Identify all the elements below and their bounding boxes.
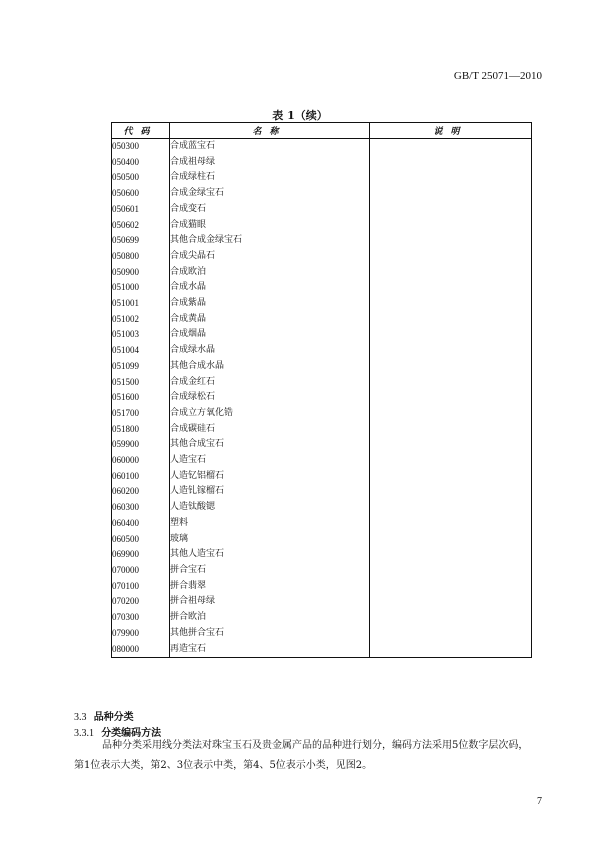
row-code: 060500 <box>112 532 170 548</box>
section-title: 品种分类 <box>93 712 134 723</box>
table-row <box>112 312 532 328</box>
row-code: 050900 <box>112 265 170 281</box>
table-row <box>112 218 532 234</box>
row-name: 合成祖母绿 <box>170 155 370 171</box>
row-name: 拼合翡翠 <box>170 579 370 595</box>
standard-code: GB/T 25071—2010 <box>453 70 542 82</box>
row-name: 塑料 <box>170 516 370 532</box>
row-note <box>370 155 532 171</box>
table-row <box>112 202 532 218</box>
row-code: 051002 <box>112 312 170 328</box>
table-row <box>112 170 532 186</box>
row-name: 其他人造宝石 <box>170 547 370 563</box>
row-name: 合成烟晶 <box>170 327 370 343</box>
row-code: 070200 <box>112 594 170 610</box>
row-note <box>370 422 532 438</box>
row-note <box>370 547 532 563</box>
row-note <box>370 202 532 218</box>
row-name: 其他合成宝石 <box>170 437 370 453</box>
row-name: 合成蓝宝石 <box>170 139 370 155</box>
table-row <box>112 469 532 485</box>
table-row <box>112 280 532 296</box>
row-note <box>370 359 532 375</box>
row-note <box>370 563 532 579</box>
row-note <box>370 626 532 642</box>
row-code: 050800 <box>112 249 170 265</box>
row-code: 051500 <box>112 375 170 391</box>
row-name: 再造宝石 <box>170 642 370 658</box>
section-number: 3.3.1 <box>74 728 94 739</box>
table-row <box>112 532 532 548</box>
page-number: 7 <box>537 796 542 807</box>
row-name: 合成绿水晶 <box>170 343 370 359</box>
table-row <box>112 579 532 595</box>
table-row <box>112 594 532 610</box>
row-name: 合成绿松石 <box>170 390 370 406</box>
row-name: 合成绿柱石 <box>170 170 370 186</box>
row-code: 051700 <box>112 406 170 422</box>
row-note <box>370 516 532 532</box>
row-name: 拼合宝石 <box>170 563 370 579</box>
row-code: 051600 <box>112 390 170 406</box>
row-note <box>370 594 532 610</box>
row-name: 合成立方氧化锆 <box>170 406 370 422</box>
row-code: 050300 <box>112 139 170 155</box>
table-row <box>112 563 532 579</box>
header-code: 代码 <box>112 123 170 139</box>
row-note <box>370 343 532 359</box>
table-row <box>112 343 532 359</box>
row-note <box>370 265 532 281</box>
row-note <box>370 406 532 422</box>
row-code: 069900 <box>112 547 170 563</box>
row-note <box>370 186 532 202</box>
table-row <box>112 296 532 312</box>
row-code: 050699 <box>112 233 170 249</box>
row-code: 060300 <box>112 500 170 516</box>
paragraph-line-1: 品种分类采用线分类法对珠宝玉石及贵金属产品的品种进行划分，编码方法采用5位数字层次码， <box>102 740 529 751</box>
row-code: 050400 <box>112 155 170 171</box>
row-code: 060200 <box>112 484 170 500</box>
row-note <box>370 139 532 155</box>
row-name: 其他合成水晶 <box>170 359 370 375</box>
table-row <box>112 359 532 375</box>
row-code: 051800 <box>112 422 170 438</box>
table-row <box>112 327 532 343</box>
section-number: 3.3 <box>74 712 87 723</box>
table-row <box>112 390 532 406</box>
row-code: 059900 <box>112 437 170 453</box>
table-row <box>112 610 532 626</box>
row-name: 合成金红石 <box>170 375 370 391</box>
row-name: 合成黄晶 <box>170 312 370 328</box>
row-code: 051099 <box>112 359 170 375</box>
row-code: 050602 <box>112 218 170 234</box>
row-code: 060400 <box>112 516 170 532</box>
row-note <box>370 390 532 406</box>
row-note <box>370 610 532 626</box>
table-row <box>112 642 532 658</box>
header-name: 名称 <box>170 123 370 139</box>
row-name: 人造钇铝榴石 <box>170 469 370 485</box>
row-name: 人造钛酸锶 <box>170 500 370 516</box>
table-row <box>112 453 532 469</box>
classification-table <box>111 122 532 658</box>
row-name: 其他合成金绿宝石 <box>170 233 370 249</box>
table-title: 表 1（续） <box>272 109 328 122</box>
row-code: 070300 <box>112 610 170 626</box>
row-note <box>370 484 532 500</box>
row-code: 051000 <box>112 280 170 296</box>
body-paragraph <box>74 736 540 776</box>
row-note <box>370 453 532 469</box>
table-row <box>112 155 532 171</box>
header-note: 说明 <box>370 123 532 139</box>
row-code: 070100 <box>112 579 170 595</box>
row-note <box>370 469 532 485</box>
row-code: 051003 <box>112 327 170 343</box>
table-row <box>112 375 532 391</box>
row-name: 合成欧泊 <box>170 265 370 281</box>
row-note <box>370 642 532 658</box>
row-name: 合成猫眼 <box>170 218 370 234</box>
row-name: 人造钆镓榴石 <box>170 484 370 500</box>
row-name: 合成紫晶 <box>170 296 370 312</box>
table-row <box>112 265 532 281</box>
row-note <box>370 532 532 548</box>
row-name: 拼合祖母绿 <box>170 594 370 610</box>
table-row <box>112 500 532 516</box>
row-note <box>370 296 532 312</box>
row-name: 合成变石 <box>170 202 370 218</box>
row-name: 人造宝石 <box>170 453 370 469</box>
row-code: 050601 <box>112 202 170 218</box>
row-code: 080000 <box>112 642 170 658</box>
row-note <box>370 170 532 186</box>
row-note <box>370 233 532 249</box>
table-header-row <box>112 123 532 139</box>
table-row <box>112 422 532 438</box>
table-row <box>112 437 532 453</box>
row-note <box>370 218 532 234</box>
row-name: 合成水晶 <box>170 280 370 296</box>
row-note <box>370 249 532 265</box>
table-row <box>112 233 532 249</box>
table-row <box>112 484 532 500</box>
row-name: 拼合欧泊 <box>170 610 370 626</box>
paragraph-line-2: 第1位表示大类，第2、3位表示中类，第4、5位表示小类，见图2。 <box>74 760 373 771</box>
table-row <box>112 626 532 642</box>
section-title: 分类编码方法 <box>101 728 162 739</box>
row-name: 合成金绿宝石 <box>170 186 370 202</box>
row-code: 060000 <box>112 453 170 469</box>
row-name: 合成碳硅石 <box>170 422 370 438</box>
row-note <box>370 500 532 516</box>
row-code: 051004 <box>112 343 170 359</box>
table-row <box>112 186 532 202</box>
row-name: 合成尖晶石 <box>170 249 370 265</box>
row-note <box>370 375 532 391</box>
row-code: 051001 <box>112 296 170 312</box>
row-name: 玻璃 <box>170 532 370 548</box>
row-note <box>370 327 532 343</box>
table-row <box>112 139 532 155</box>
row-code: 070000 <box>112 563 170 579</box>
row-note <box>370 579 532 595</box>
section-3-3 <box>74 708 134 723</box>
table-row <box>112 249 532 265</box>
row-note <box>370 280 532 296</box>
table-row <box>112 406 532 422</box>
row-code: 079900 <box>112 626 170 642</box>
table-body <box>112 139 532 658</box>
row-note <box>370 312 532 328</box>
row-code: 060100 <box>112 469 170 485</box>
table-row <box>112 547 532 563</box>
row-code: 050500 <box>112 170 170 186</box>
row-note <box>370 437 532 453</box>
row-code: 050600 <box>112 186 170 202</box>
table-row <box>112 516 532 532</box>
row-name: 其他拼合宝石 <box>170 626 370 642</box>
